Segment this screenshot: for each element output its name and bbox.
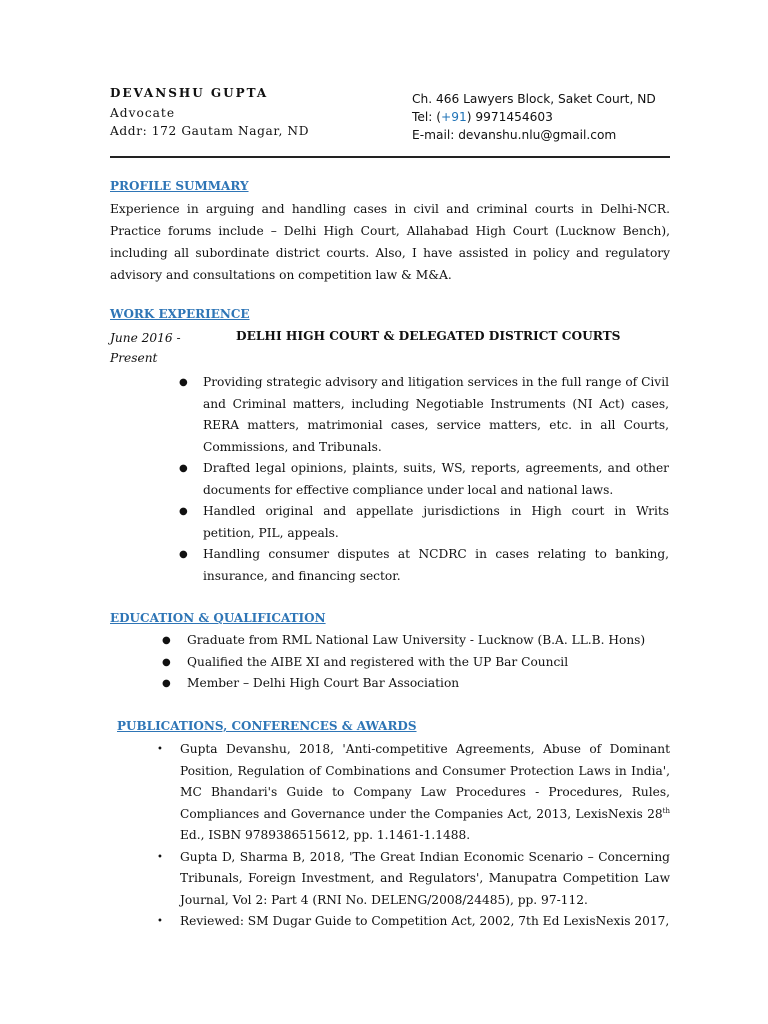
- header-divider: [110, 156, 670, 158]
- job-date: [110, 328, 181, 368]
- list-item: [162, 673, 667, 695]
- list-item: [179, 544, 669, 587]
- list-item-text-cont: Ed., ISBN 9789386515612, pp. 1.1461-1.1488.: [180, 828, 471, 842]
- list-item-text: Handled original and appellate jurisdictions in High court in Writs petition, PIL, appeals.: [203, 504, 669, 540]
- list-item: [179, 372, 669, 458]
- candidate-name: DEVANSHU GUPTA: [110, 86, 269, 100]
- profile-summary-heading: PROFILE SUMMARY: [110, 179, 249, 193]
- list-item: [162, 630, 667, 652]
- bullet-icon: ●: [162, 635, 171, 646]
- education-list: [162, 630, 667, 695]
- superscript-text: th: [662, 806, 670, 815]
- publications-heading: PUBLICATIONS, CONFERENCES & AWARDS: [117, 719, 417, 733]
- list-item-text: Reviewed: SM Dugar Guide to Competition Act, 2002, 7th Ed LexisNexis 2017,: [180, 914, 670, 928]
- job-date-start: June 2016 -: [110, 331, 181, 345]
- list-item-text: Member – Delhi High Court Bar Association: [187, 676, 460, 690]
- list-item: [179, 501, 669, 544]
- bullet-icon: ●: [179, 377, 188, 388]
- job-employer: DELHI HIGH COURT & DELEGATED DISTRICT COURTS: [236, 329, 621, 343]
- list-item: [179, 458, 669, 501]
- contact-block: [412, 90, 656, 144]
- list-item-text: Handling consumer disputes at NCDRC in cases relating to banking, insurance, and financing sector.: [203, 547, 669, 583]
- tel-prefix: Tel: (: [412, 110, 441, 124]
- list-item-text: Qualified the AIBE XI and registered with the UP Bar Council: [187, 654, 569, 669]
- telephone: [412, 108, 656, 126]
- bullet-icon: •: [157, 744, 163, 755]
- list-item-text: Gupta D, Sharma B, 2018, 'The Great Indian Economic Scenario – Concerning Tribunals, Foreign Investment, and Regulators', Manupatra Competition Law Journal, Vol 2: Part 4 (RNI No. DELENG/2008/24485), pp. 97-112.: [180, 849, 670, 907]
- bullet-icon: ●: [179, 506, 188, 517]
- list-item: [157, 847, 670, 912]
- profile-summary-text: Experience in arguing and handling cases in civil and criminal courts in Delhi-NCR. Practice forums include – Delhi High Court, Allahabad High Court (Lucknow Bench), including all subordinate district courts. Also, I have assisted in policy and regulatory advisory and consultations on competition law & M&A.: [110, 202, 670, 282]
- tel-number: ) 9971454603: [466, 110, 553, 124]
- email[interactable]: E-mail: devanshu.nlu@gmail.com: [412, 128, 617, 142]
- education-heading: EDUCATION & QUALIFICATION: [110, 611, 326, 625]
- bullet-icon: •: [157, 916, 163, 927]
- candidate-role: Advocate: [110, 106, 176, 120]
- bullet-icon: ●: [162, 678, 171, 689]
- tel-country-code: +91: [441, 110, 467, 124]
- list-item-text: Drafted legal opinions, plaints, suits, WS, reports, agreements, and other documents for effective compliance under local and national laws.: [203, 461, 669, 497]
- publications-list: [157, 739, 670, 933]
- job-date-end: Present: [110, 351, 158, 365]
- list-item-text: Graduate from RML National Law University - Lucknow (B.A. LL.B. Hons): [187, 633, 646, 647]
- list-item: [157, 739, 670, 847]
- chamber-address: Ch. 466 Lawyers Block, Saket Court, ND: [412, 92, 656, 106]
- candidate-address: Addr: 172 Gautam Nagar, ND: [110, 124, 310, 138]
- bullet-icon: ●: [179, 463, 188, 474]
- bullet-icon: •: [157, 851, 163, 863]
- bullet-icon: ●: [179, 549, 188, 560]
- list-item: [162, 652, 667, 674]
- bullet-icon: ●: [162, 656, 171, 668]
- list-item: [157, 911, 670, 933]
- list-item-text: Providing strategic advisory and litigation services in the full range of Civil and Criminal matters, including Negotiable Instruments (NI Act) cases, RERA matters, matrimonial cases, service matters, etc. in all Courts, Commissions, and Tribunals.: [203, 375, 669, 454]
- work-experience-heading: WORK EXPERIENCE: [110, 307, 250, 321]
- list-item-text: Gupta Devanshu, 2018, 'Anti-competitive Agreements, Abuse of Dominant Position, Regulation of Combinations and Consumer Protection Laws in India', MC Bhandari's Guide to Company Law Procedures - Procedures, Rules, Compliances and Governance under the Companies Act, 2013, LexisNexis 28: [180, 742, 670, 821]
- work-bullets: [179, 372, 669, 587]
